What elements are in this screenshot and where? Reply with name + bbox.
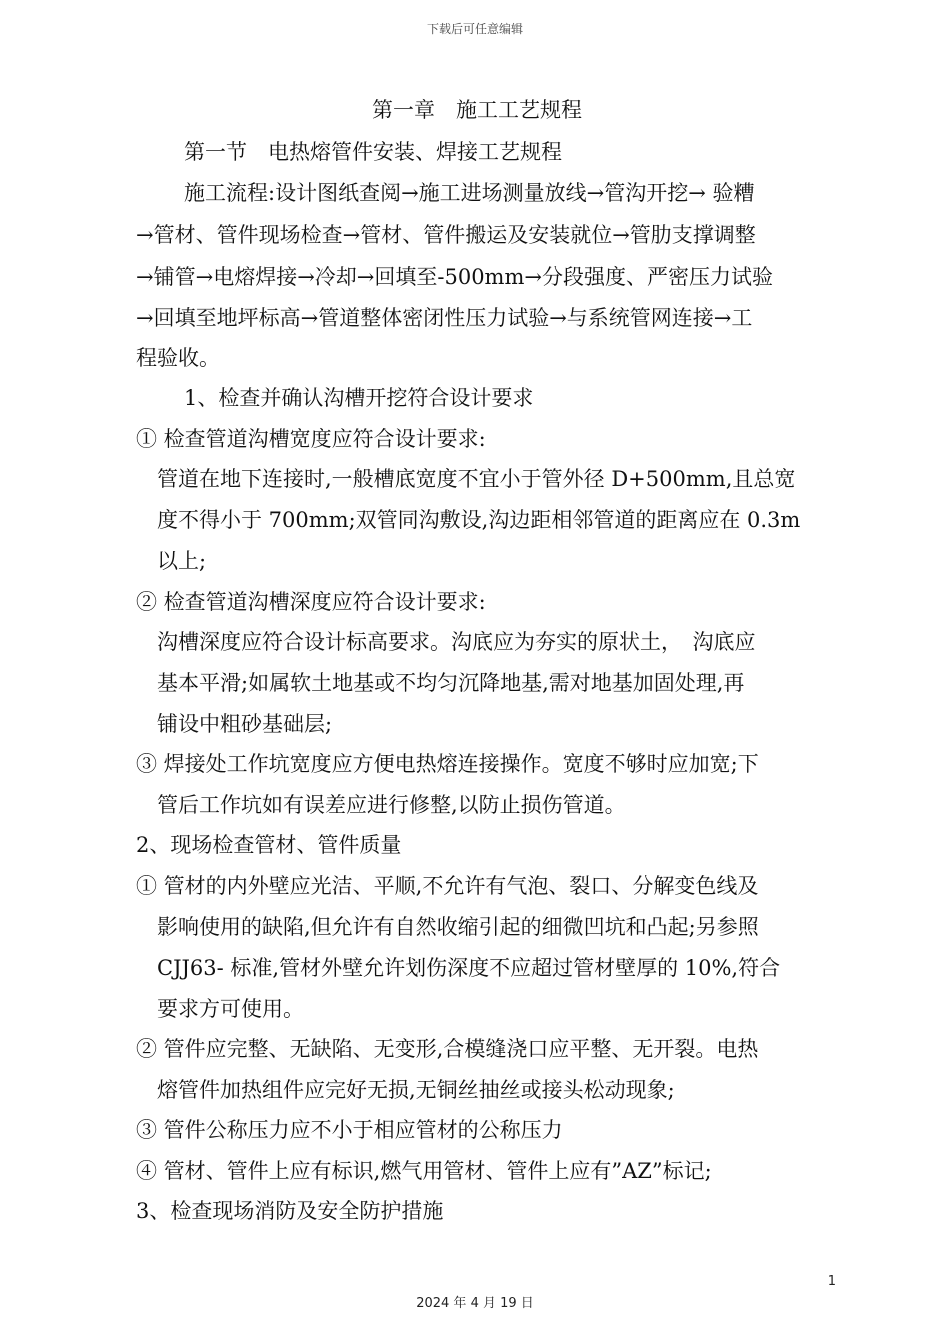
item1-2-line: 基本平滑;如属软土地基或不均匀沉降地基,需对地基加固处理,再 bbox=[157, 671, 745, 695]
section-title: 第一节 电热熔管件安装、焊接工艺规程 bbox=[184, 140, 562, 164]
item2-1-line: 影响使用的缺陷,但允许有自然收缩引起的细微凹坑和凸起;另参照 bbox=[157, 915, 759, 939]
item2-2-line: 熔管件加热组件应完好无损,无铜丝抽丝或接头松动现象; bbox=[157, 1078, 675, 1102]
item2-4: ④ 管材、管件上应有标识,燃气用管材、管件上应有”AZ”标记; bbox=[136, 1159, 712, 1183]
item2-title: 2、现场检查管材、管件质量 bbox=[136, 833, 402, 857]
item2-1-line: CJJ63- 标准,管材外壁允许划伤深度不应超过管材壁厚的 10%,符合 bbox=[157, 956, 781, 980]
flow-line: 程验收。 bbox=[136, 346, 220, 370]
item2-1-line: 要求方可使用。 bbox=[157, 997, 304, 1021]
item1-1-title: ① 检查管道沟槽宽度应符合设计要求: bbox=[136, 427, 486, 451]
item1-title: 1、检查并确认沟槽开挖符合设计要求 bbox=[184, 386, 534, 410]
item3-title: 3、检查现场消防及安全防护措施 bbox=[136, 1199, 444, 1223]
flow-line: →铺管→电熔焊接→冷却→回填至-500mm→分段强度、严密压力试验 bbox=[136, 265, 773, 289]
item1-3-line: ③ 焊接处工作坑宽度应方便电热熔连接操作。宽度不够时应加宽;下 bbox=[136, 752, 759, 776]
item1-2-line: 沟槽深度应符合设计标高要求。沟底应为夯实的原状土， 沟底应 bbox=[157, 630, 756, 654]
item1-1-line: 管道在地下连接时,一般槽底宽度不宜小于管外径 D+500mm,且总宽 bbox=[157, 467, 796, 491]
item1-3-line: 管后工作坑如有误差应进行修整,以防止损伤管道。 bbox=[157, 793, 626, 817]
item2-3: ③ 管件公称压力应不小于相应管材的公称压力 bbox=[136, 1118, 563, 1142]
item1-1-line: 度不得小于 700mm;双管同沟敷设,沟边距相邻管道的距离应在 0.3m bbox=[157, 508, 801, 532]
flow-line: 施工流程:设计图纸查阅→施工进场测量放线→管沟开挖→ 验糟 bbox=[184, 181, 755, 205]
flow-line: →回填至地坪标高→管道整体密闭性压力试验→与系统管网连接→工 bbox=[136, 306, 753, 330]
chapter-title: 第一章 施工工艺规程 bbox=[372, 98, 582, 122]
item2-1-line: ① 管材的内外壁应光洁、平顺,不允许有气泡、裂口、分解变色线及 bbox=[136, 874, 759, 898]
item1-1-line: 以上; bbox=[157, 549, 207, 573]
footer-date: 2024 年 4 月 19 日 bbox=[416, 1296, 534, 1311]
item1-2-title: ② 检查管道沟槽深度应符合设计要求: bbox=[136, 590, 486, 614]
header-note: 下载后可任意编辑 bbox=[426, 22, 523, 36]
page-number: 1 bbox=[827, 1274, 836, 1289]
flow-line: →管材、管件现场检查→管材、管件搬运及安装就位→管肋支撑调整 bbox=[136, 223, 756, 247]
item2-2-line: ② 管件应完整、无缺陷、无变形,合模缝浇口应平整、无开裂。电热 bbox=[136, 1037, 759, 1061]
item1-2-line: 铺设中粗砂基础层; bbox=[157, 712, 333, 736]
